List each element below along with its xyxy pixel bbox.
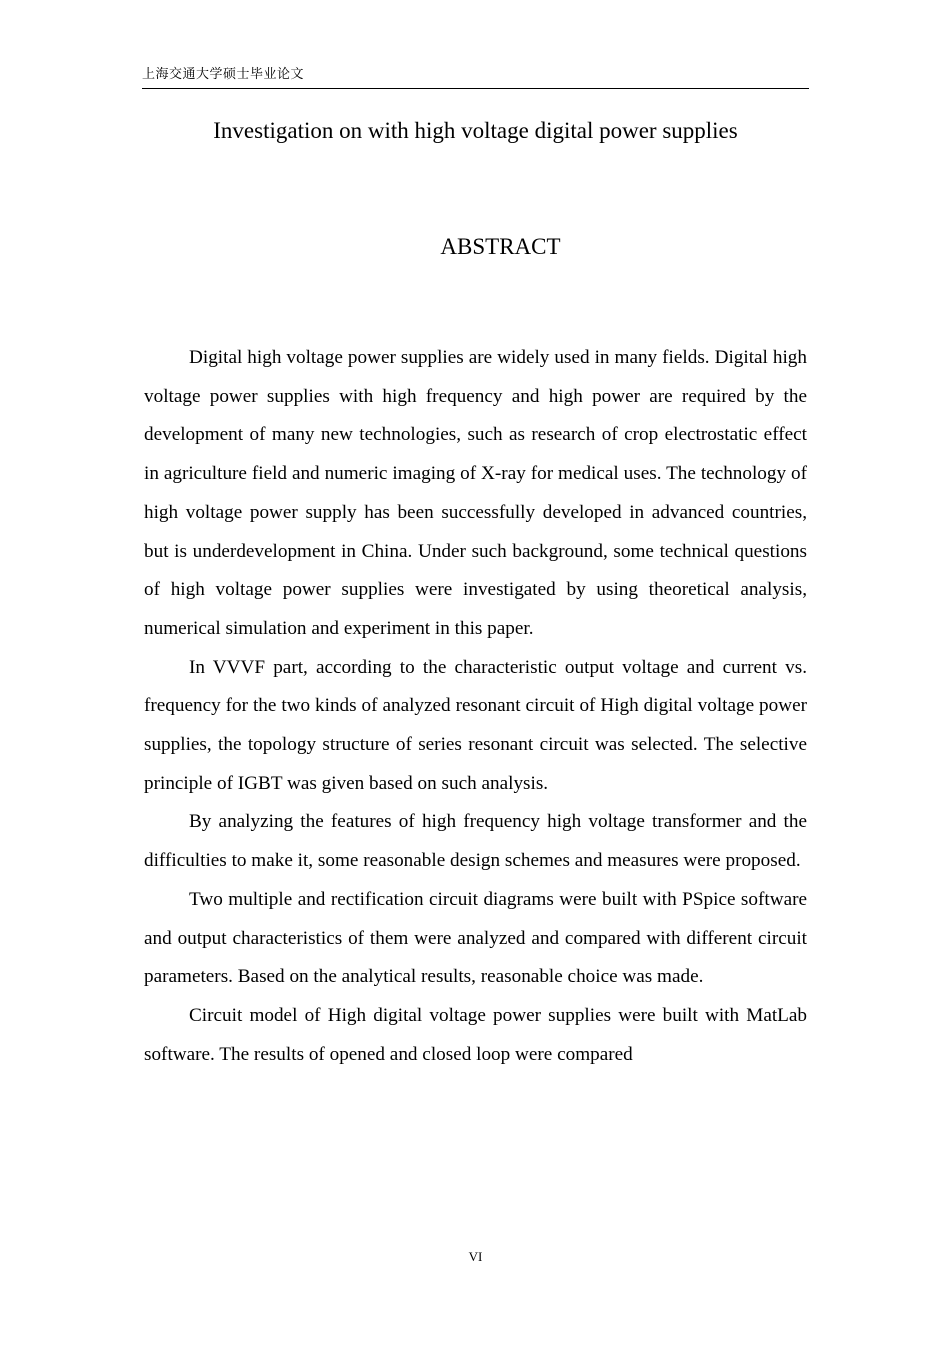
abstract-paragraph-4: Two multiple and rectification circuit diagrams were built with PSpice software and output characteristics of them were analyzed and compared with different circuit parameters. Based on the analytical results, reasonable choice was made. — [144, 888, 807, 988]
thesis-title: Investigation on with high voltage digital power supplies — [213, 118, 738, 143]
abstract-heading: ABSTRACT — [440, 234, 561, 259]
abstract-paragraph-3: By analyzing the features of high frequency high voltage transformer and the difficulties to make it, some reasonable design schemes and measures were proposed. — [144, 811, 807, 872]
abstract-body — [144, 339, 807, 1074]
abstract-paragraph-2: In VVVF part, according to the characteristic output voltage and current vs. frequency for the two kinds of analyzed resonant circuit of High digital voltage power supplies, the topology structure of series resonant circuit was selected. The selective principle of IGBT was given based on such analysis. — [144, 656, 807, 794]
running-header: 上海交通大学硕士毕业论文 — [142, 67, 305, 82]
abstract-paragraph-5: Circuit model of High digital voltage power supplies were built with MatLab software. The results of opened and closed loop were compared — [144, 1004, 807, 1065]
abstract-paragraph-1: Digital high voltage power supplies are widely used in many fields. Digital high voltage power supplies with high frequency and high power are required by the development of many new technologies, such as research of crop electrostatic effect in agriculture field and numeric imaging of X-ray for medical uses. The technology of high voltage power supply has been successfully developed in advanced countries, but is underdevelopment in China. Under such background, some technical questions of high voltage power supplies were investigated by using theoretical analysis, numerical simulation and experiment in this paper. — [144, 347, 807, 639]
page-number: VI — [468, 1249, 483, 1264]
header-rule — [142, 88, 809, 89]
